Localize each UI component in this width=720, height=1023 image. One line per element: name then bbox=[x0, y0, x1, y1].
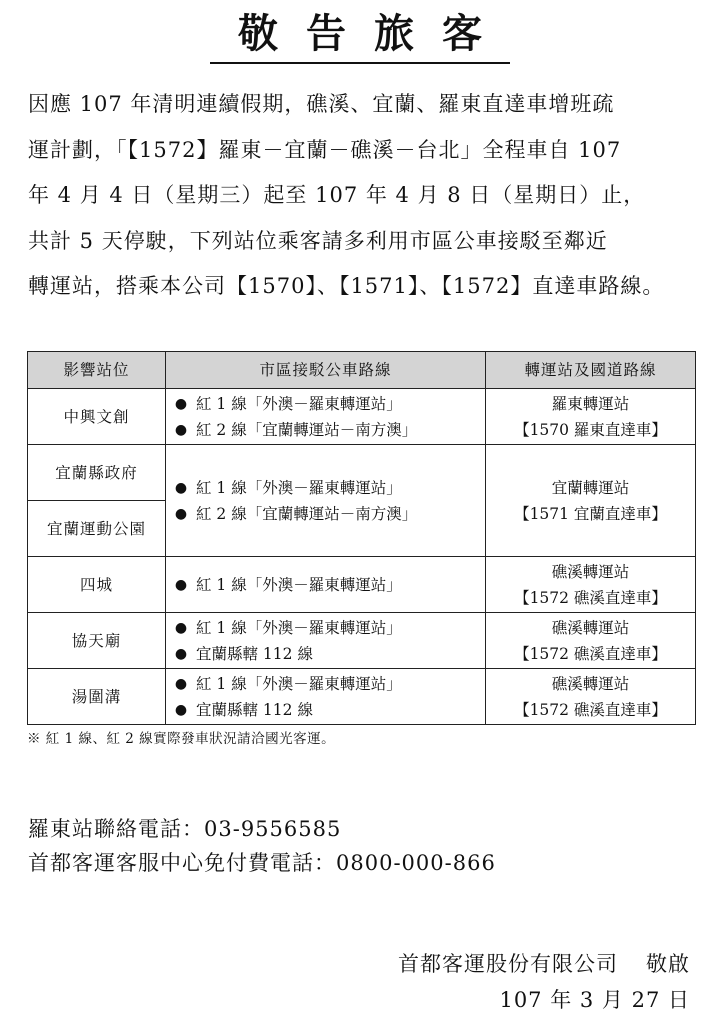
hub-station: 礁溪轉運站 bbox=[551, 618, 630, 637]
station-cell: 中興文創 bbox=[28, 389, 166, 445]
hub-station: 宜蘭轉運站 bbox=[551, 478, 630, 497]
station-cell: 宜蘭縣政府 bbox=[28, 445, 166, 501]
intro-line: 轉運站，搭乘本公司【1570】、【1571】、【1572】直達車路線。 bbox=[28, 274, 665, 298]
route-text: 紅 2 線「宜蘭轉運站－南方澳」 bbox=[196, 420, 418, 439]
route-text: 紅 1 線「外澳－羅東轉運站」 bbox=[196, 394, 402, 413]
station-cell: 協天廟 bbox=[28, 613, 166, 669]
hub-route: 【1572 礁溪直達車】 bbox=[514, 700, 667, 719]
station-cell: 四城 bbox=[28, 557, 166, 613]
bullet-icon: ● bbox=[174, 479, 188, 496]
hub-route: 【1570 羅東直達車】 bbox=[514, 420, 667, 439]
bullet-icon: ● bbox=[174, 701, 188, 718]
hub-station: 礁溪轉運站 bbox=[551, 562, 630, 581]
station-cell: 宜蘭運動公園 bbox=[28, 501, 166, 557]
footnote: ※ 紅 1 線、紅 2 線實際發車狀況請洽國光客運。 bbox=[27, 731, 336, 747]
table-row bbox=[28, 669, 696, 725]
table-row bbox=[28, 613, 696, 669]
hub-station: 礁溪轉運站 bbox=[551, 674, 630, 693]
header-affected-station: 影響站位 bbox=[28, 352, 166, 389]
closing-word: 敬啟 bbox=[646, 952, 690, 976]
station-cell: 湯圍溝 bbox=[28, 669, 166, 725]
notice-title-wrapper bbox=[0, 8, 720, 64]
contact-line: 首都客運客服中心免付費電話：0800-000-866 bbox=[28, 851, 496, 875]
table-row bbox=[28, 557, 696, 613]
route-text: 紅 1 線「外澳－羅東轉運站」 bbox=[196, 618, 402, 637]
notice-title: 敬告旅客 bbox=[210, 8, 510, 64]
hub-cell bbox=[486, 613, 696, 669]
hub-route: 【1571 宜蘭直達車】 bbox=[514, 504, 667, 523]
bullet-icon: ● bbox=[174, 675, 188, 692]
bullet-icon: ● bbox=[174, 395, 188, 412]
hub-cell bbox=[486, 445, 696, 557]
table-header-row bbox=[28, 352, 696, 389]
intro-line: 年 4 月 4 日（星期三）起至 107 年 4 月 8 日（星期日）止， bbox=[28, 183, 646, 207]
intro-line: 共計 5 天停駛，下列站位乘客請多利用市區公車接駁至鄰近 bbox=[28, 228, 608, 253]
bullet-icon: ● bbox=[174, 505, 188, 522]
routes-cell bbox=[166, 389, 486, 445]
route-text: 宜蘭縣轄 112 線 bbox=[196, 644, 313, 663]
signature-date: 107 年 3 月 27 日 bbox=[499, 988, 690, 1012]
hub-cell bbox=[486, 389, 696, 445]
contact-info bbox=[28, 812, 496, 880]
bullet-icon: ● bbox=[174, 421, 188, 438]
bullet-icon: ● bbox=[174, 619, 188, 636]
hub-cell bbox=[486, 669, 696, 725]
hub-route: 【1572 礁溪直達車】 bbox=[514, 644, 667, 663]
bullet-icon: ● bbox=[174, 576, 188, 593]
route-text: 紅 1 線「外澳－羅東轉運站」 bbox=[196, 478, 402, 497]
contact-line: 羅東站聯絡電話：03-9556585 bbox=[28, 817, 342, 841]
intro-line: 因應 107 年清明連續假期，礁溪、宜蘭、羅東直達車增班疏 bbox=[28, 92, 615, 116]
signature-company-line bbox=[398, 946, 690, 982]
route-text: 紅 1 線「外澳－羅東轉運站」 bbox=[196, 575, 402, 594]
routes-cell bbox=[166, 613, 486, 669]
hub-station: 羅東轉運站 bbox=[551, 394, 630, 413]
hub-cell bbox=[486, 557, 696, 613]
affected-stations-table bbox=[27, 351, 696, 725]
route-text: 宜蘭縣轄 112 線 bbox=[196, 700, 313, 719]
hub-route: 【1572 礁溪直達車】 bbox=[514, 588, 667, 607]
signature-block bbox=[398, 946, 690, 1018]
table-row bbox=[28, 445, 696, 501]
routes-cell bbox=[166, 557, 486, 613]
routes-cell bbox=[166, 669, 486, 725]
header-transfer-hub: 轉運站及國道路線 bbox=[486, 352, 696, 389]
route-text: 紅 1 線「外澳－羅東轉運站」 bbox=[196, 674, 402, 693]
header-shuttle-routes: 市區接駁公車路線 bbox=[166, 352, 486, 389]
intro-paragraph bbox=[28, 82, 700, 310]
company-name: 首都客運股份有限公司 bbox=[398, 952, 618, 976]
bullet-icon: ● bbox=[174, 645, 188, 662]
table-row bbox=[28, 389, 696, 445]
intro-line: 運計劃，「【1572】羅東－宜蘭－礁溪－台北」全程車自 107 bbox=[28, 137, 622, 162]
route-text: 紅 2 線「宜蘭轉運站－南方澳」 bbox=[196, 504, 418, 523]
routes-cell bbox=[166, 445, 486, 557]
